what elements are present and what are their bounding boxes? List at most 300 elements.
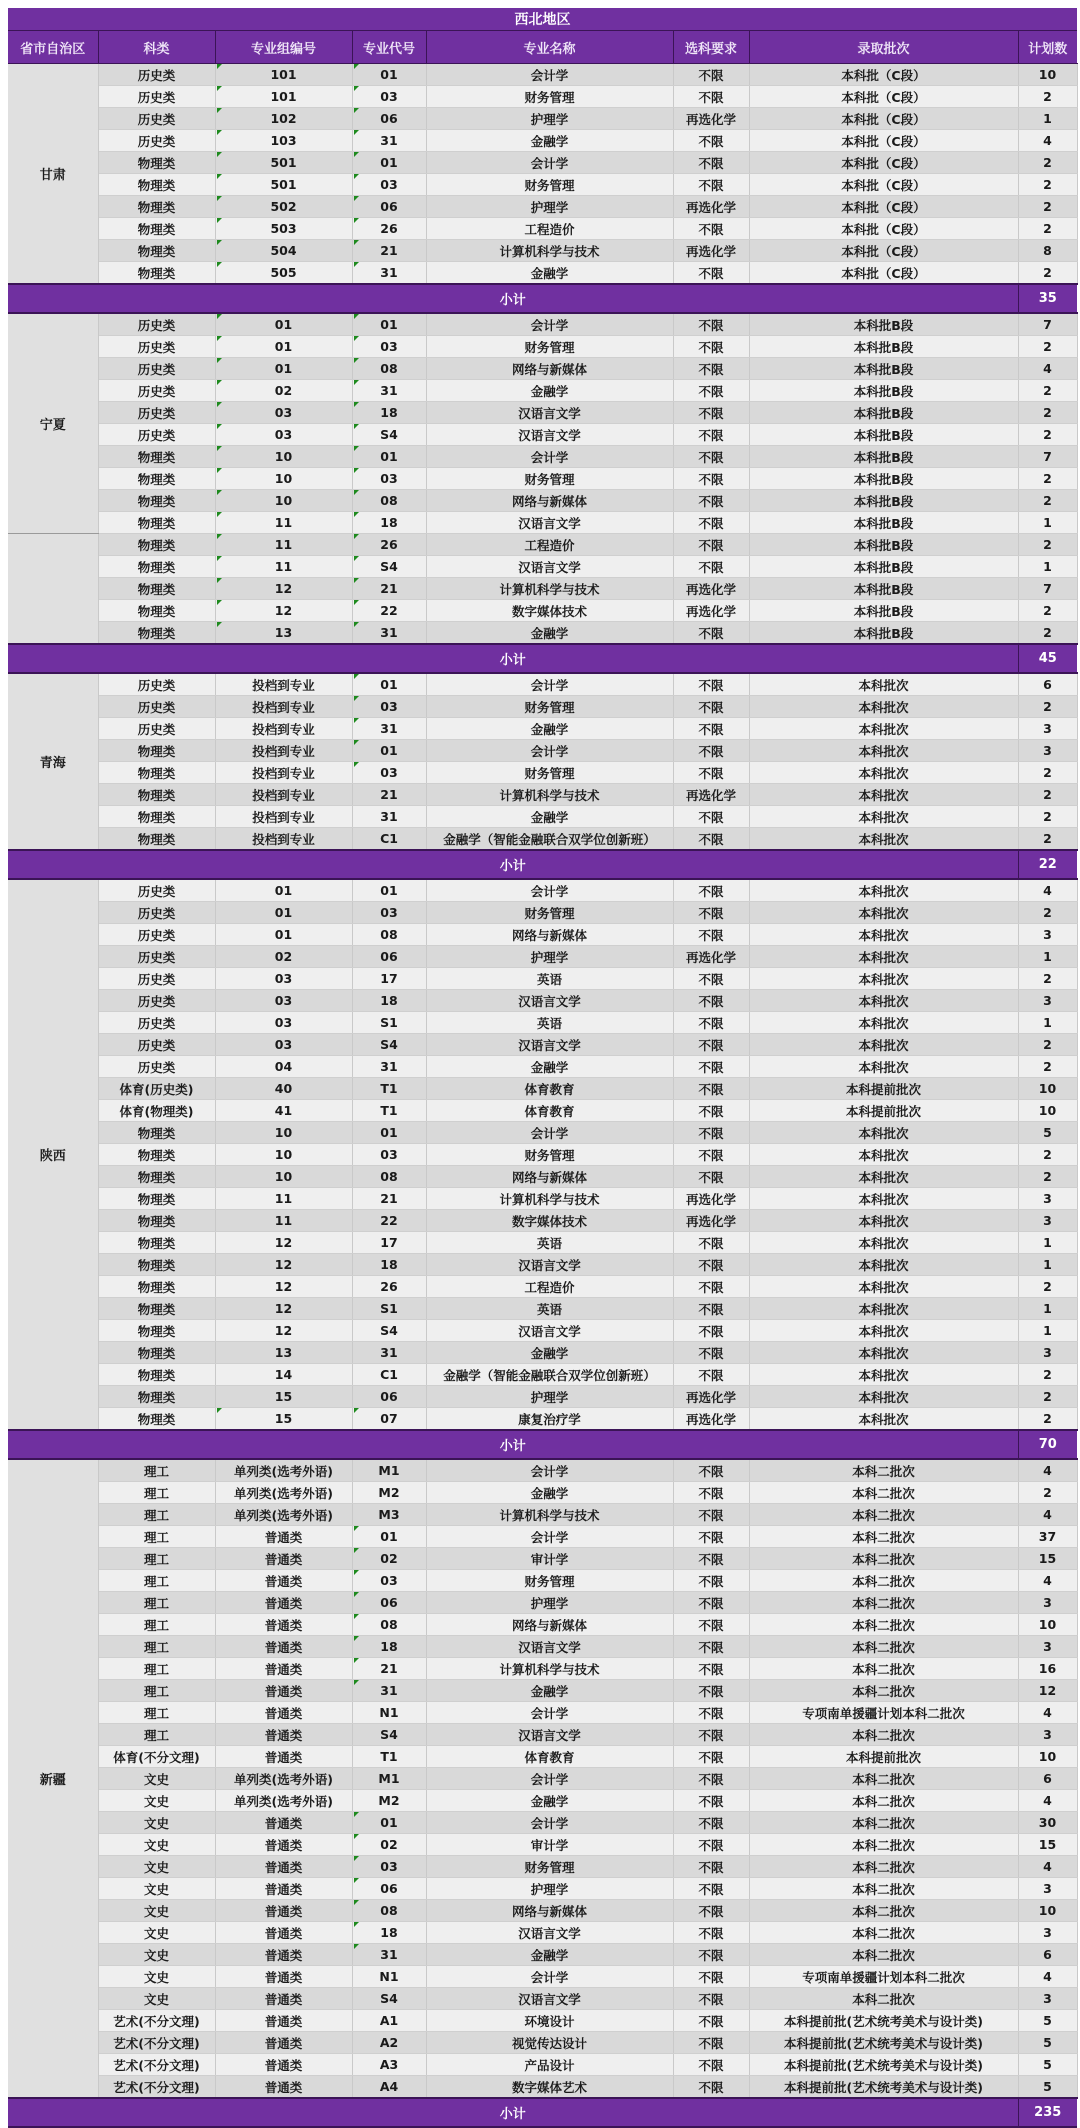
major-name-cell[interactable]: 金融学 (426, 622, 673, 645)
plan-count-cell[interactable]: 1 (1018, 1298, 1077, 1320)
plan-count-cell[interactable]: 15 (1018, 1834, 1077, 1856)
batch-cell[interactable]: 本科提前批(艺术统考美术与设计类) (749, 2032, 1018, 2054)
batch-cell[interactable]: 本科批次 (749, 673, 1018, 696)
group-no-cell[interactable]: 普通类 (215, 1636, 352, 1658)
plan-count-cell[interactable]: 4 (1018, 879, 1077, 902)
plan-count-cell[interactable]: 4 (1018, 1459, 1077, 1482)
major-code-cell[interactable]: 08 (352, 490, 426, 512)
plan-count-cell[interactable]: 12 (1018, 1680, 1077, 1702)
major-code-cell[interactable]: 17 (352, 1232, 426, 1254)
plan-count-cell[interactable]: 2 (1018, 968, 1077, 990)
batch-cell[interactable]: 本科批次 (749, 762, 1018, 784)
major-code-cell[interactable]: 21 (352, 578, 426, 600)
category-cell[interactable]: 物理类 (98, 600, 215, 622)
group-no-cell[interactable]: 投档到专业 (215, 718, 352, 740)
plan-count-cell[interactable]: 10 (1018, 1746, 1077, 1768)
plan-count-cell[interactable]: 1 (1018, 108, 1077, 130)
major-code-cell[interactable]: S1 (352, 1298, 426, 1320)
major-code-cell[interactable]: 06 (352, 1386, 426, 1408)
major-code-cell[interactable]: 01 (352, 1122, 426, 1144)
batch-cell[interactable]: 本科批B段 (749, 446, 1018, 468)
subject-req-cell[interactable]: 不限 (673, 1548, 749, 1570)
major-code-cell[interactable]: 01 (352, 673, 426, 696)
group-no-cell[interactable]: 投档到专业 (215, 784, 352, 806)
group-no-cell[interactable]: 普通类 (215, 1702, 352, 1724)
batch-cell[interactable]: 本科二批次 (749, 1636, 1018, 1658)
category-cell[interactable]: 体育(历史类) (98, 1078, 215, 1100)
major-code-cell[interactable]: M1 (352, 1768, 426, 1790)
major-name-cell[interactable]: 护理学 (426, 1386, 673, 1408)
batch-cell[interactable]: 本科二批次 (749, 1878, 1018, 1900)
subject-req-cell[interactable]: 再选化学 (673, 1210, 749, 1232)
group-no-cell[interactable]: 普通类 (215, 2010, 352, 2032)
group-no-cell[interactable]: 投档到专业 (215, 740, 352, 762)
subject-req-cell[interactable]: 不限 (673, 968, 749, 990)
major-code-cell[interactable]: 21 (352, 1188, 426, 1210)
major-name-cell[interactable]: 网络与新媒体 (426, 924, 673, 946)
plan-count-cell[interactable]: 7 (1018, 578, 1077, 600)
major-code-cell[interactable]: A2 (352, 2032, 426, 2054)
subject-req-cell[interactable]: 再选化学 (673, 578, 749, 600)
batch-cell[interactable]: 本科二批次 (749, 1922, 1018, 1944)
major-name-cell[interactable]: 会计学 (426, 446, 673, 468)
category-cell[interactable]: 历史类 (98, 696, 215, 718)
major-name-cell[interactable]: 体育教育 (426, 1078, 673, 1100)
category-cell[interactable]: 物理类 (98, 1188, 215, 1210)
batch-cell[interactable]: 本科批B段 (749, 534, 1018, 556)
batch-cell[interactable]: 本科提前批次 (749, 1746, 1018, 1768)
plan-count-cell[interactable]: 2 (1018, 1482, 1077, 1504)
batch-cell[interactable]: 本科批次 (749, 968, 1018, 990)
major-name-cell[interactable]: 金融学 (426, 1790, 673, 1812)
subject-req-cell[interactable]: 不限 (673, 218, 749, 240)
major-code-cell[interactable]: 26 (352, 218, 426, 240)
subject-req-cell[interactable]: 不限 (673, 1570, 749, 1592)
subject-req-cell[interactable]: 不限 (673, 924, 749, 946)
major-name-cell[interactable]: 汉语言文学 (426, 1254, 673, 1276)
plan-count-cell[interactable]: 2 (1018, 468, 1077, 490)
group-no-cell[interactable]: 501 (215, 174, 352, 196)
batch-cell[interactable]: 本科批次 (749, 1188, 1018, 1210)
group-no-cell[interactable]: 03 (215, 1012, 352, 1034)
major-code-cell[interactable]: S4 (352, 424, 426, 446)
group-no-cell[interactable]: 单列类(选考外语) (215, 1504, 352, 1526)
group-no-cell[interactable]: 普通类 (215, 1988, 352, 2010)
batch-cell[interactable]: 本科二批次 (749, 1658, 1018, 1680)
batch-cell[interactable]: 本科批B段 (749, 600, 1018, 622)
group-no-cell[interactable]: 普通类 (215, 2032, 352, 2054)
major-name-cell[interactable]: 体育教育 (426, 1746, 673, 1768)
major-name-cell[interactable]: 计算机科学与技术 (426, 1658, 673, 1680)
group-no-cell[interactable]: 10 (215, 490, 352, 512)
batch-cell[interactable]: 本科二批次 (749, 1614, 1018, 1636)
group-no-cell[interactable]: 普通类 (215, 1548, 352, 1570)
batch-cell[interactable]: 本科提前批(艺术统考美术与设计类) (749, 2054, 1018, 2076)
group-no-cell[interactable]: 03 (215, 402, 352, 424)
major-code-cell[interactable]: T1 (352, 1100, 426, 1122)
batch-cell[interactable]: 本科批（C段） (749, 196, 1018, 218)
subject-req-cell[interactable]: 不限 (673, 64, 749, 86)
major-name-cell[interactable]: 汉语言文学 (426, 424, 673, 446)
major-code-cell[interactable]: M1 (352, 1459, 426, 1482)
group-no-cell[interactable]: 11 (215, 1188, 352, 1210)
plan-count-cell[interactable]: 2 (1018, 424, 1077, 446)
batch-cell[interactable]: 本科二批次 (749, 1988, 1018, 2010)
major-name-cell[interactable]: 计算机科学与技术 (426, 1504, 673, 1526)
subtotal-value[interactable]: 70 (1018, 1430, 1077, 1459)
major-code-cell[interactable]: 08 (352, 1166, 426, 1188)
category-cell[interactable]: 物理类 (98, 1254, 215, 1276)
major-code-cell[interactable]: 03 (352, 1856, 426, 1878)
major-code-cell[interactable]: 02 (352, 1548, 426, 1570)
major-code-cell[interactable]: A3 (352, 2054, 426, 2076)
category-cell[interactable]: 物理类 (98, 174, 215, 196)
plan-count-cell[interactable]: 2 (1018, 1408, 1077, 1431)
category-cell[interactable]: 物理类 (98, 446, 215, 468)
major-code-cell[interactable]: 08 (352, 1614, 426, 1636)
major-code-cell[interactable]: 06 (352, 946, 426, 968)
subject-req-cell[interactable]: 不限 (673, 1122, 749, 1144)
group-no-cell[interactable]: 12 (215, 1320, 352, 1342)
subject-req-cell[interactable]: 不限 (673, 1944, 749, 1966)
batch-cell[interactable]: 本科批（C段） (749, 262, 1018, 285)
plan-count-cell[interactable]: 2 (1018, 262, 1077, 285)
category-cell[interactable]: 历史类 (98, 924, 215, 946)
plan-count-cell[interactable]: 3 (1018, 1922, 1077, 1944)
major-code-cell[interactable]: 26 (352, 534, 426, 556)
plan-count-cell[interactable]: 1 (1018, 946, 1077, 968)
subject-req-cell[interactable]: 不限 (673, 1746, 749, 1768)
plan-count-cell[interactable]: 2 (1018, 622, 1077, 645)
subject-req-cell[interactable]: 不限 (673, 1988, 749, 2010)
category-cell[interactable]: 理工 (98, 1504, 215, 1526)
major-code-cell[interactable]: S1 (352, 1012, 426, 1034)
group-no-cell[interactable]: 03 (215, 1034, 352, 1056)
batch-cell[interactable]: 本科批次 (749, 1386, 1018, 1408)
category-cell[interactable]: 物理类 (98, 1210, 215, 1232)
group-no-cell[interactable]: 12 (215, 600, 352, 622)
group-no-cell[interactable]: 02 (215, 946, 352, 968)
plan-count-cell[interactable]: 3 (1018, 1878, 1077, 1900)
category-cell[interactable]: 物理类 (98, 1166, 215, 1188)
subject-req-cell[interactable]: 不限 (673, 1878, 749, 1900)
subject-req-cell[interactable]: 不限 (673, 468, 749, 490)
batch-cell[interactable]: 本科批B段 (749, 490, 1018, 512)
category-cell[interactable]: 物理类 (98, 1386, 215, 1408)
plan-count-cell[interactable]: 2 (1018, 1056, 1077, 1078)
category-cell[interactable]: 物理类 (98, 1144, 215, 1166)
major-code-cell[interactable]: 21 (352, 784, 426, 806)
major-name-cell[interactable]: 金融学 (426, 718, 673, 740)
group-no-cell[interactable]: 普通类 (215, 1966, 352, 1988)
major-code-cell[interactable]: N1 (352, 1966, 426, 1988)
subject-req-cell[interactable]: 不限 (673, 1922, 749, 1944)
major-name-cell[interactable]: 英语 (426, 1298, 673, 1320)
group-no-cell[interactable]: 04 (215, 1056, 352, 1078)
major-code-cell[interactable]: S4 (352, 1724, 426, 1746)
group-no-cell[interactable]: 单列类(选考外语) (215, 1482, 352, 1504)
plan-count-cell[interactable]: 4 (1018, 1702, 1077, 1724)
plan-count-cell[interactable]: 10 (1018, 1078, 1077, 1100)
group-no-cell[interactable]: 10 (215, 1122, 352, 1144)
major-code-cell[interactable]: 08 (352, 358, 426, 380)
major-name-cell[interactable]: 汉语言文学 (426, 556, 673, 578)
major-code-cell[interactable]: 01 (352, 446, 426, 468)
subject-req-cell[interactable]: 不限 (673, 174, 749, 196)
plan-count-cell[interactable]: 3 (1018, 924, 1077, 946)
major-name-cell[interactable]: 网络与新媒体 (426, 1166, 673, 1188)
category-cell[interactable]: 体育(不分文理) (98, 1746, 215, 1768)
plan-count-cell[interactable]: 10 (1018, 1614, 1077, 1636)
category-cell[interactable]: 理工 (98, 1658, 215, 1680)
subject-req-cell[interactable]: 不限 (673, 336, 749, 358)
plan-count-cell[interactable]: 37 (1018, 1526, 1077, 1548)
major-name-cell[interactable]: 护理学 (426, 1592, 673, 1614)
major-name-cell[interactable]: 汉语言文学 (426, 402, 673, 424)
major-name-cell[interactable]: 财务管理 (426, 336, 673, 358)
category-cell[interactable]: 历史类 (98, 424, 215, 446)
plan-count-cell[interactable]: 3 (1018, 1592, 1077, 1614)
batch-cell[interactable]: 本科批次 (749, 1342, 1018, 1364)
plan-count-cell[interactable]: 5 (1018, 2010, 1077, 2032)
category-cell[interactable]: 历史类 (98, 879, 215, 902)
batch-cell[interactable]: 本科批（C段） (749, 174, 1018, 196)
batch-cell[interactable]: 本科批B段 (749, 380, 1018, 402)
subject-req-cell[interactable]: 不限 (673, 1320, 749, 1342)
category-cell[interactable]: 艺术(不分文理) (98, 2010, 215, 2032)
batch-cell[interactable]: 本科二批次 (749, 1834, 1018, 1856)
group-no-cell[interactable]: 普通类 (215, 1922, 352, 1944)
group-no-cell[interactable]: 01 (215, 358, 352, 380)
group-no-cell[interactable]: 03 (215, 968, 352, 990)
subject-req-cell[interactable]: 不限 (673, 402, 749, 424)
plan-count-cell[interactable]: 2 (1018, 1034, 1077, 1056)
major-name-cell[interactable]: 视觉传达设计 (426, 2032, 673, 2054)
plan-count-cell[interactable]: 5 (1018, 2076, 1077, 2099)
major-name-cell[interactable]: 工程造价 (426, 1276, 673, 1298)
major-name-cell[interactable]: 财务管理 (426, 696, 673, 718)
plan-count-cell[interactable]: 10 (1018, 64, 1077, 86)
category-cell[interactable]: 历史类 (98, 336, 215, 358)
major-name-cell[interactable]: 财务管理 (426, 1144, 673, 1166)
plan-count-cell[interactable]: 2 (1018, 218, 1077, 240)
group-no-cell[interactable]: 12 (215, 1232, 352, 1254)
major-code-cell[interactable]: 31 (352, 262, 426, 285)
subject-req-cell[interactable]: 不限 (673, 1856, 749, 1878)
group-no-cell[interactable]: 12 (215, 1298, 352, 1320)
subject-req-cell[interactable]: 再选化学 (673, 196, 749, 218)
subject-req-cell[interactable]: 不限 (673, 1702, 749, 1724)
group-no-cell[interactable]: 普通类 (215, 2076, 352, 2099)
category-cell[interactable]: 物理类 (98, 1298, 215, 1320)
category-cell[interactable]: 艺术(不分文理) (98, 2032, 215, 2054)
major-name-cell[interactable]: 审计学 (426, 1548, 673, 1570)
major-code-cell[interactable]: 01 (352, 879, 426, 902)
category-cell[interactable]: 历史类 (98, 673, 215, 696)
subject-req-cell[interactable]: 再选化学 (673, 600, 749, 622)
group-no-cell[interactable]: 01 (215, 336, 352, 358)
batch-cell[interactable]: 本科批次 (749, 1210, 1018, 1232)
subject-req-cell[interactable]: 不限 (673, 1482, 749, 1504)
plan-count-cell[interactable]: 2 (1018, 902, 1077, 924)
batch-cell[interactable]: 本科批B段 (749, 358, 1018, 380)
group-no-cell[interactable]: 501 (215, 152, 352, 174)
group-no-cell[interactable]: 12 (215, 1276, 352, 1298)
major-code-cell[interactable]: 31 (352, 1680, 426, 1702)
plan-count-cell[interactable]: 4 (1018, 1966, 1077, 1988)
col-header-province[interactable]: 省市自治区 (8, 31, 98, 64)
major-code-cell[interactable]: 18 (352, 1254, 426, 1276)
group-no-cell[interactable]: 504 (215, 240, 352, 262)
category-cell[interactable]: 物理类 (98, 806, 215, 828)
major-name-cell[interactable]: 英语 (426, 968, 673, 990)
batch-cell[interactable]: 本科批次 (749, 1276, 1018, 1298)
plan-count-cell[interactable]: 3 (1018, 1636, 1077, 1658)
category-cell[interactable]: 理工 (98, 1548, 215, 1570)
major-code-cell[interactable]: 31 (352, 130, 426, 152)
major-code-cell[interactable]: 08 (352, 924, 426, 946)
subject-req-cell[interactable]: 不限 (673, 490, 749, 512)
plan-count-cell[interactable]: 10 (1018, 1100, 1077, 1122)
major-code-cell[interactable]: 18 (352, 402, 426, 424)
major-name-cell[interactable]: 金融学 (426, 1482, 673, 1504)
category-cell[interactable]: 历史类 (98, 64, 215, 86)
major-name-cell[interactable]: 会计学 (426, 673, 673, 696)
batch-cell[interactable]: 本科批（C段） (749, 86, 1018, 108)
subject-req-cell[interactable]: 不限 (673, 1166, 749, 1188)
batch-cell[interactable]: 本科提前批(艺术统考美术与设计类) (749, 2076, 1018, 2099)
group-no-cell[interactable]: 11 (215, 512, 352, 534)
category-cell[interactable]: 理工 (98, 1526, 215, 1548)
subject-req-cell[interactable]: 不限 (673, 673, 749, 696)
major-name-cell[interactable]: 数字媒体技术 (426, 600, 673, 622)
subject-req-cell[interactable]: 不限 (673, 740, 749, 762)
subject-req-cell[interactable]: 不限 (673, 1056, 749, 1078)
plan-count-cell[interactable]: 2 (1018, 806, 1077, 828)
subtotal-value[interactable]: 35 (1018, 284, 1077, 313)
category-cell[interactable]: 文史 (98, 1856, 215, 1878)
major-name-cell[interactable]: 会计学 (426, 1702, 673, 1724)
category-cell[interactable]: 历史类 (98, 130, 215, 152)
plan-count-cell[interactable]: 1 (1018, 556, 1077, 578)
category-cell[interactable]: 文史 (98, 1834, 215, 1856)
category-cell[interactable]: 理工 (98, 1482, 215, 1504)
plan-count-cell[interactable]: 7 (1018, 446, 1077, 468)
subtotal-value[interactable]: 235 (1018, 2098, 1077, 2127)
col-header-category[interactable]: 科类 (98, 31, 215, 64)
category-cell[interactable]: 文史 (98, 1922, 215, 1944)
major-name-cell[interactable]: 计算机科学与技术 (426, 578, 673, 600)
group-no-cell[interactable]: 103 (215, 130, 352, 152)
major-code-cell[interactable]: C1 (352, 828, 426, 851)
category-cell[interactable]: 物理类 (98, 240, 215, 262)
plan-count-cell[interactable]: 3 (1018, 990, 1077, 1012)
group-no-cell[interactable]: 投档到专业 (215, 762, 352, 784)
batch-cell[interactable]: 本科二批次 (749, 1768, 1018, 1790)
subject-req-cell[interactable]: 不限 (673, 446, 749, 468)
batch-cell[interactable]: 本科批次 (749, 718, 1018, 740)
batch-cell[interactable]: 本科批次 (749, 740, 1018, 762)
major-code-cell[interactable]: 06 (352, 196, 426, 218)
category-cell[interactable]: 文史 (98, 1900, 215, 1922)
subject-req-cell[interactable]: 不限 (673, 1526, 749, 1548)
category-cell[interactable]: 物理类 (98, 1320, 215, 1342)
subject-req-cell[interactable]: 再选化学 (673, 1386, 749, 1408)
batch-cell[interactable]: 本科二批次 (749, 1724, 1018, 1746)
major-name-cell[interactable]: 汉语言文学 (426, 1988, 673, 2010)
category-cell[interactable]: 文史 (98, 1768, 215, 1790)
major-name-cell[interactable]: 金融学（智能金融联合双学位创新班） (426, 1364, 673, 1386)
batch-cell[interactable]: 本科二批次 (749, 1790, 1018, 1812)
group-no-cell[interactable]: 41 (215, 1100, 352, 1122)
major-code-cell[interactable]: 18 (352, 512, 426, 534)
batch-cell[interactable]: 本科二批次 (749, 1548, 1018, 1570)
subject-req-cell[interactable]: 不限 (673, 1298, 749, 1320)
subject-req-cell[interactable]: 不限 (673, 262, 749, 285)
province-cell[interactable]: 新疆 (8, 1459, 98, 2098)
major-code-cell[interactable]: C1 (352, 1364, 426, 1386)
group-no-cell[interactable]: 01 (215, 924, 352, 946)
major-name-cell[interactable]: 审计学 (426, 1834, 673, 1856)
subject-req-cell[interactable]: 不限 (673, 424, 749, 446)
batch-cell[interactable]: 本科批次 (749, 1408, 1018, 1431)
major-code-cell[interactable]: S4 (352, 1320, 426, 1342)
subject-req-cell[interactable]: 不限 (673, 358, 749, 380)
major-code-cell[interactable]: 03 (352, 86, 426, 108)
major-name-cell[interactable]: 会计学 (426, 1459, 673, 1482)
category-cell[interactable]: 文史 (98, 1790, 215, 1812)
group-no-cell[interactable]: 10 (215, 1144, 352, 1166)
category-cell[interactable]: 理工 (98, 1724, 215, 1746)
plan-count-cell[interactable]: 3 (1018, 740, 1077, 762)
plan-count-cell[interactable]: 4 (1018, 1504, 1077, 1526)
plan-count-cell[interactable]: 3 (1018, 1988, 1077, 2010)
group-no-cell[interactable]: 普通类 (215, 1878, 352, 1900)
group-no-cell[interactable]: 单列类(选考外语) (215, 1459, 352, 1482)
category-cell[interactable]: 物理类 (98, 740, 215, 762)
col-header-group-no[interactable]: 专业组编号 (215, 31, 352, 64)
subject-req-cell[interactable]: 不限 (673, 1812, 749, 1834)
major-code-cell[interactable]: N1 (352, 1702, 426, 1724)
major-name-cell[interactable]: 汉语言文学 (426, 1320, 673, 1342)
batch-cell[interactable]: 本科批B段 (749, 468, 1018, 490)
group-no-cell[interactable]: 投档到专业 (215, 806, 352, 828)
batch-cell[interactable]: 本科批次 (749, 806, 1018, 828)
batch-cell[interactable]: 本科批（C段） (749, 108, 1018, 130)
major-code-cell[interactable]: 01 (352, 1526, 426, 1548)
plan-count-cell[interactable]: 1 (1018, 512, 1077, 534)
batch-cell[interactable]: 本科批次 (749, 1364, 1018, 1386)
category-cell[interactable]: 文史 (98, 1988, 215, 2010)
plan-count-cell[interactable]: 3 (1018, 1188, 1077, 1210)
group-no-cell[interactable]: 普通类 (215, 1834, 352, 1856)
subject-req-cell[interactable]: 不限 (673, 696, 749, 718)
subject-req-cell[interactable]: 再选化学 (673, 946, 749, 968)
major-code-cell[interactable]: 03 (352, 1570, 426, 1592)
province-cell[interactable]: 甘肃 (8, 64, 98, 285)
category-cell[interactable]: 物理类 (98, 1276, 215, 1298)
plan-count-cell[interactable]: 2 (1018, 380, 1077, 402)
category-cell[interactable]: 物理类 (98, 1232, 215, 1254)
subject-req-cell[interactable]: 不限 (673, 622, 749, 645)
major-name-cell[interactable]: 会计学 (426, 1526, 673, 1548)
group-no-cell[interactable]: 11 (215, 1210, 352, 1232)
major-code-cell[interactable]: 18 (352, 1922, 426, 1944)
group-no-cell[interactable]: 10 (215, 1166, 352, 1188)
batch-cell[interactable]: 本科批次 (749, 1144, 1018, 1166)
plan-count-cell[interactable]: 4 (1018, 130, 1077, 152)
major-code-cell[interactable]: 06 (352, 1878, 426, 1900)
